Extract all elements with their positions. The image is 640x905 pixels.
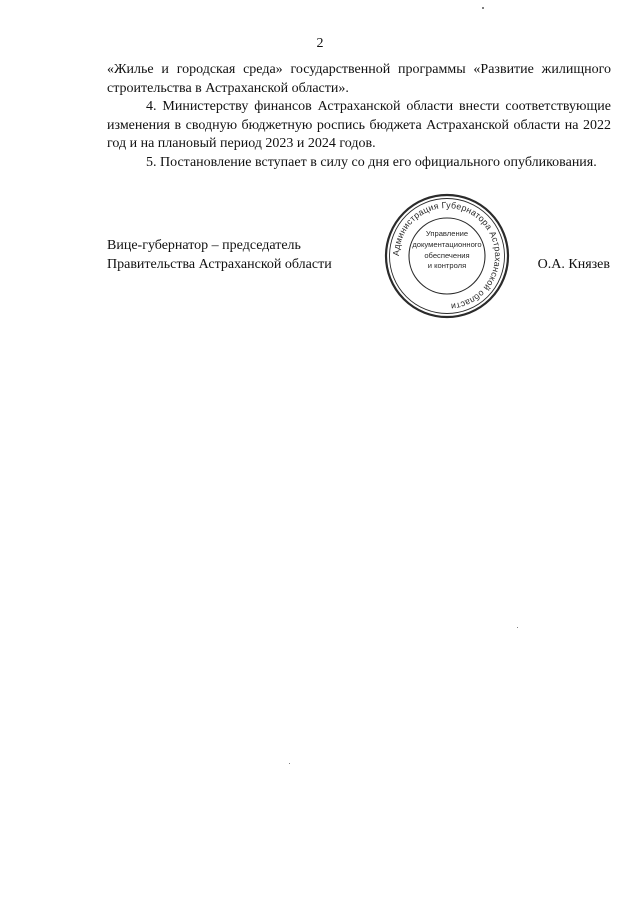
paragraph-item-5: 5. Постановление вступает в силу со дня его официального опубликования. — [146, 154, 597, 170]
stamp-ring-text: Администрация Губернатора Астраханской области — [390, 199, 504, 312]
official-stamp — [383, 192, 511, 320]
stamp-center-line-4: и контроля — [427, 261, 467, 271]
stamp-center-line-2: документационного — [412, 239, 482, 249]
scan-speck — [289, 763, 290, 764]
scan-speck — [482, 7, 484, 9]
paragraph-continuation: «Жилье и городская среда» государственной программы «Развитие жилищного строительства в Астраханской области». — [107, 62, 611, 96]
scan-speck — [517, 627, 518, 628]
page-number: 2 — [316, 36, 324, 51]
signatory-position — [107, 236, 332, 274]
stamp-center-text — [383, 229, 511, 272]
signatory-position-line-2: Правительства Астраханской области — [107, 257, 332, 272]
signatory-position-line-1: Вице-губернатор – председатель — [107, 238, 301, 253]
document-body — [107, 61, 611, 172]
stamp-center-line-1: Управление — [425, 229, 469, 238]
paragraph-item-4: 4. Министерству финансов Астраханской области внести соответствующие изменения в сводную бюджетную роспись бюджета Астраханской области на 2022 год и на плановый период 2023 и 2024 годов. — [107, 99, 611, 151]
signatory-name: О.А. Князев — [537, 257, 610, 272]
stamp-center-line-3: обеспечения — [424, 250, 470, 260]
